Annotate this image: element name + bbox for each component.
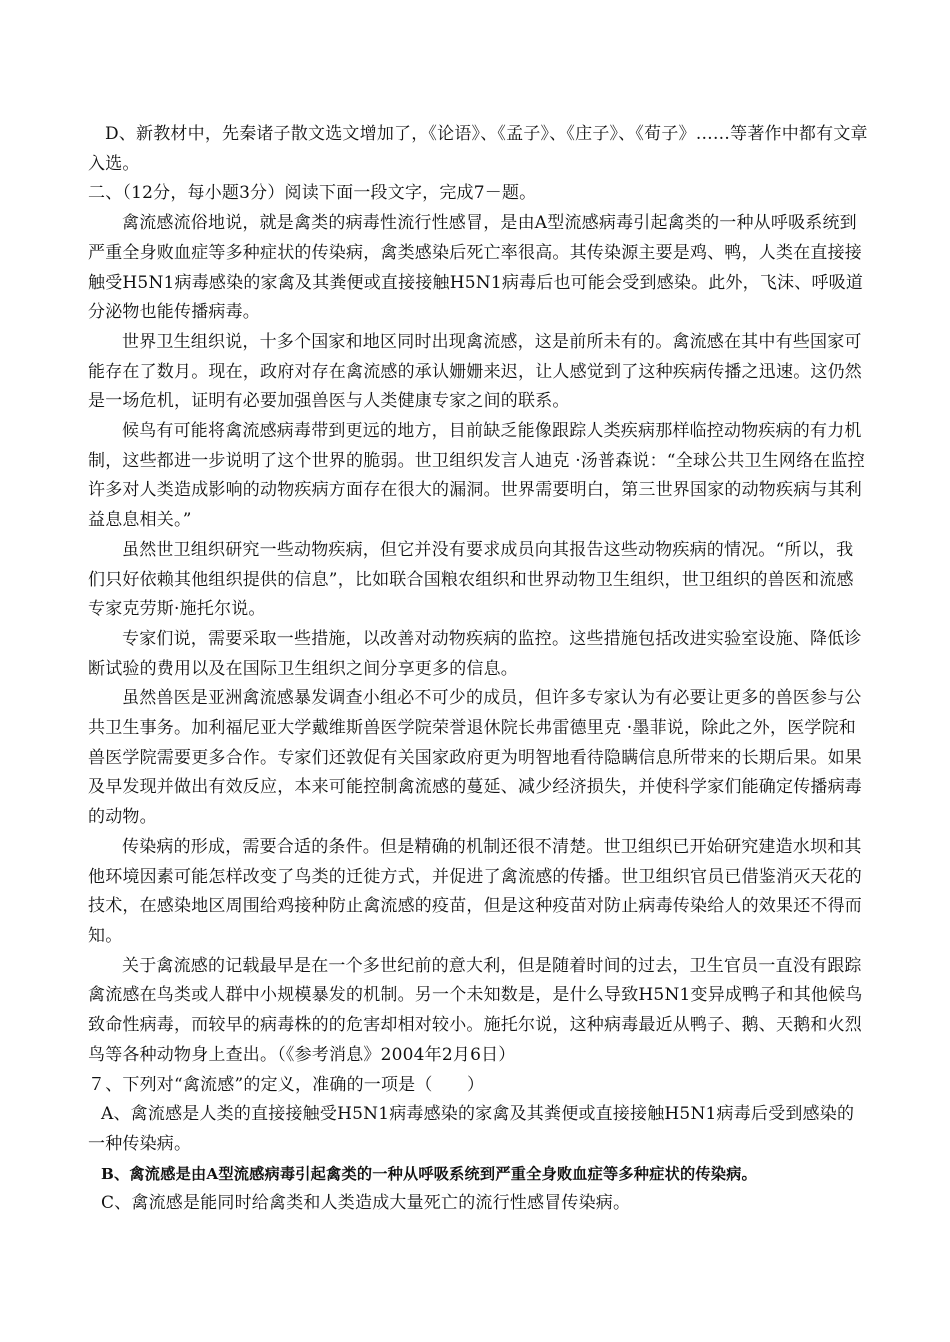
question-7-option-b: B、禽流感是由A型流感病毒引起禽类的一种从呼吸系统到严重全身败血症等多种症状的传染病。 xyxy=(101,1164,757,1183)
reading-paragraph: 专家们说，需要采取一些措施，以改善对动物疾病的监控。这些措施包括改进实验室设施、降低诊断试验的费用以及在国际卫生组织之间分享更多的信息。 xyxy=(88,628,862,679)
reading-paragraph: 禽流感流俗地说，就是禽类的病毒性流行性感冒，是由A型流感病毒引起禽类的一种从呼吸系统到严重全身败血症等多种症状的传染病，禽类感染后死亡率很高。其传染源主要是鸡、鸭，人类在直接接触受H5N1病毒感染的家禽及其粪便或直接接触H5N1病毒后也可能会受到感染。此外，飞沫、呼吸道分泌物也能传播病毒。 xyxy=(88,213,864,323)
reading-paragraph: 世界卫生组织说，十多个国家和地区同时出现禽流感，这是前所未有的。禽流感在其中有些国家可能存在了数月。现在，政府对存在禽流感的承认姗姗来迟，让人感觉到了这种疾病传播之迅速。这仍然是一场危机，证明有必要加强兽医与人类健康专家之间的联系。 xyxy=(88,331,862,412)
reading-paragraph: 候鸟有可能将禽流感病毒带到更远的地方，目前缺乏能像跟踪人类疾病那样临控动物疾病的有力机制，这些都进一步说明了这个世界的脆弱。世卫组织发言人迪克 ·汤普森说：“全球公共卫生网络在监控许多对人类造成影响的动物疾病方面存在很大的漏洞。世界需要明白，第三世界国家的动物疾病与其利益息息相关。” xyxy=(88,421,865,531)
question-7-option-a: A、禽流感是人类的直接接触受H5N1病毒感染的家禽及其粪便或直接接触H5N1病毒后受到感染的一种传染病。 xyxy=(88,1104,855,1154)
option-d-previous-question: D、新教材中，先秦诸子散文选文增加了，《论语》、《孟子》、《庄子》、《荀子》……等著作中都有文章入选。 xyxy=(88,124,868,174)
reading-paragraph: 虽然兽医是亚洲禽流感暴发调查小组必不可少的成员，但许多专家认为有必要让更多的兽医参与公共卫生事务。加利福尼亚大学戴维斯兽医学院荣誉退休院长弗雷德里克 ·墨菲说，除此之外，医学院和兽医学院需要更多合作。专家们还敦促有关国家政府更为明智地看待隐瞒信息所带来的长期后果。如果及早发现并做出有效反应，本来可能控制禽流感的蔓延、减少经济损失，并使科学家们能确定传播病毒的动物。 xyxy=(88,688,862,828)
question-7-stem: ７、下列对“禽流感”的定义，准确的一项是（ ） xyxy=(88,1074,485,1095)
question-7-option-c: C、禽流感是能同时给禽类和人类造成大量死亡的流行性感冒传染病。 xyxy=(101,1193,631,1214)
section-heading: 二、（12分，每小题3分）阅读下面一段文字，完成7－题。 xyxy=(88,183,537,204)
reading-paragraph: 虽然世卫组织研究一些动物疾病，但它并没有要求成员向其报告这些动物疾病的情况。“所以，我们只好依赖其他组织提供的信息”，比如联合国粮农组织和世界动物卫生组织，世卫组织的兽医和流感专家克劳斯·施托尔说。 xyxy=(88,539,854,620)
exam-page xyxy=(88,120,868,1219)
reading-paragraph: 传染病的形成，需要合适的条件。但是精确的机制还很不清楚。世卫组织已开始研究建造水坝和其他环境因素可能怎样改变了鸟类的迁徙方式，并促进了禽流感的传播。世卫组织官员已借鉴消灭天花的技术，在感染地区周围给鸡接种防止禽流感的疫苗，但是这种疫苗对防止病毒传染给人的效果还不得而知。 xyxy=(88,836,862,946)
reading-paragraph: 关于禽流感的记载最早是在一个多世纪前的意大利，但是随着时间的过去，卫生官员一直没有跟踪禽流感在鸟类或人群中小规模暴发的机制。另一个未知数是，是什么导致H5N1变异成鸭子和其他候鸟致命性病毒，而较早的病毒株的的危害却相对较小。施托尔说，这种病毒最近从鸭子、鹅、天鹅和火烈鸟等各种动物身上查出。（《参考消息》2004年2月6日） xyxy=(88,955,863,1065)
